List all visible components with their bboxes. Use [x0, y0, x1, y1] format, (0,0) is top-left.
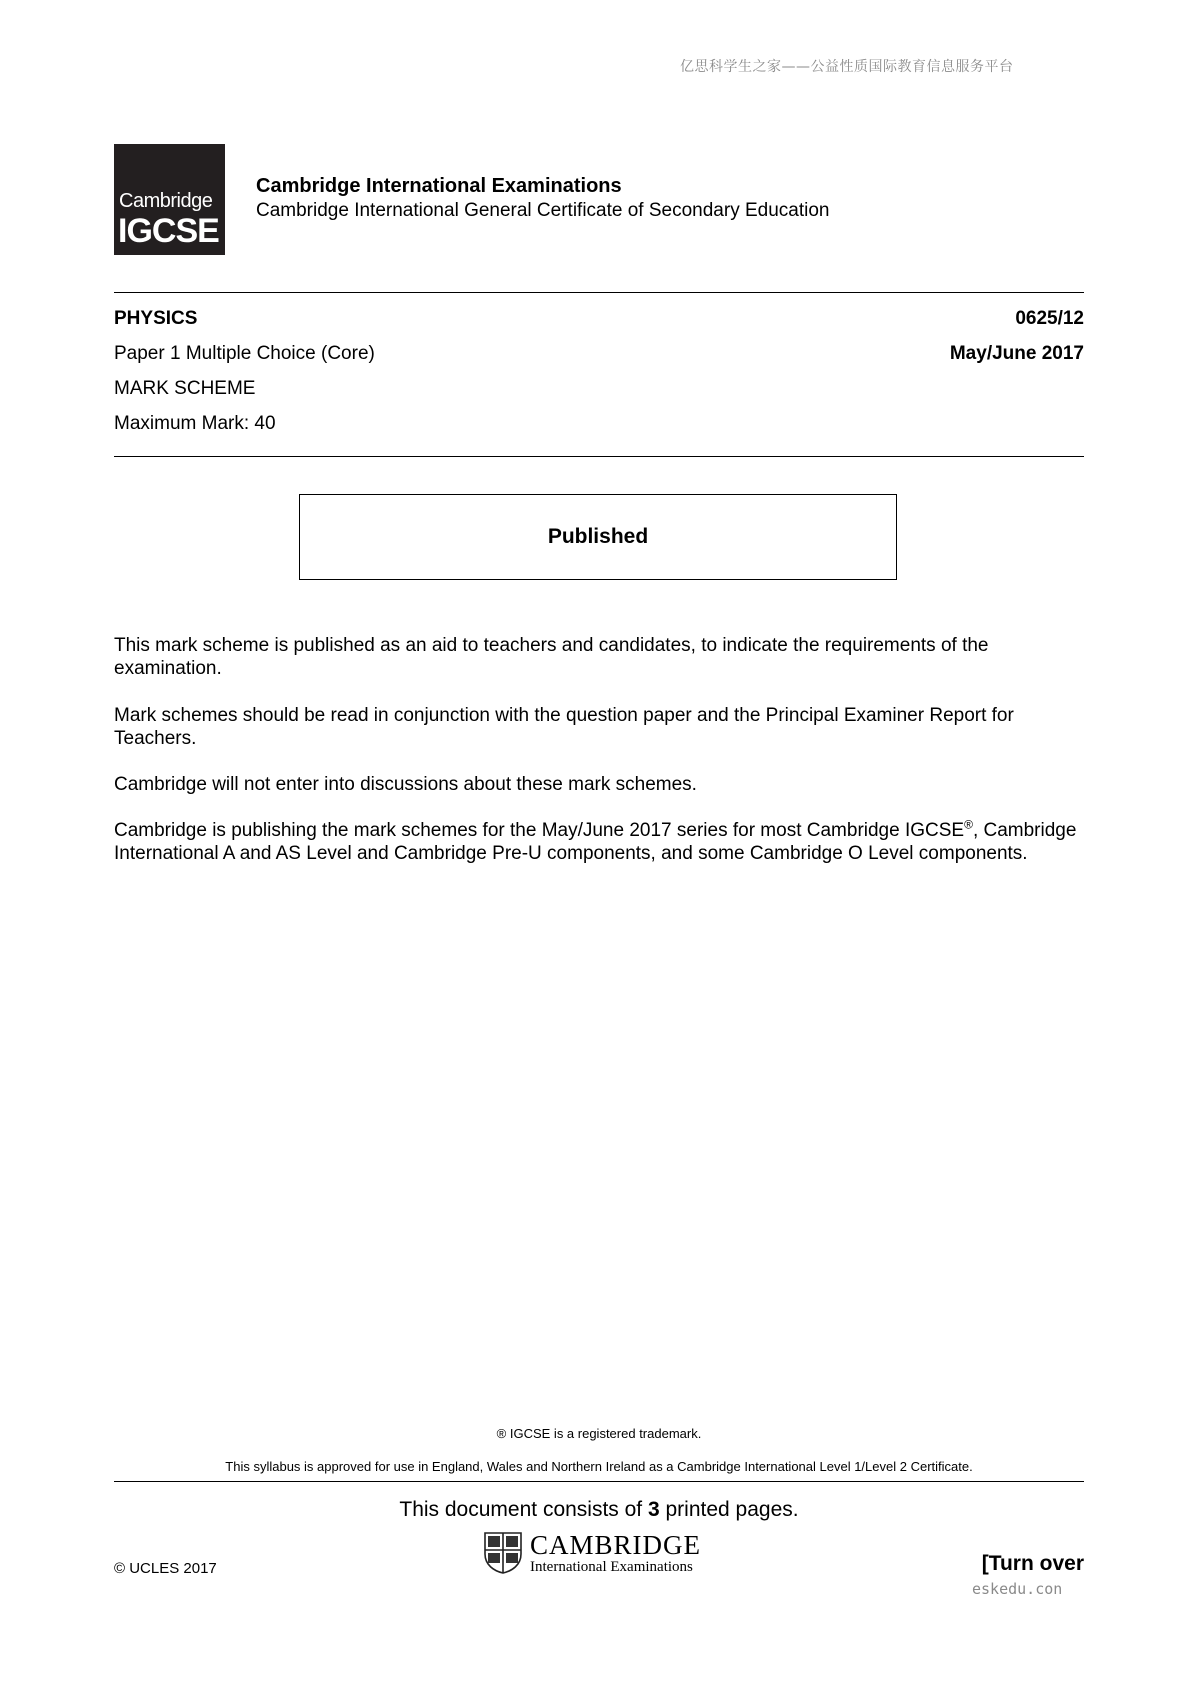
page-count-line	[114, 1498, 1084, 1522]
divider-mid	[114, 456, 1084, 457]
trademark-note: ® IGCSE is a registered trademark.	[496, 1426, 702, 1441]
doc-type: MARK SCHEME	[114, 378, 256, 399]
max-mark: Maximum Mark: 40	[114, 413, 276, 434]
cambridge-logo-title: CAMBRIDGE	[530, 1530, 702, 1560]
logo-line-1: Cambridge	[119, 190, 213, 212]
consists-pre: This document consists of	[399, 1498, 648, 1521]
paragraph-4-end: , Cambridge International A and AS Level and Cambridge Pre-U components, and some Cambridge O Level components.	[114, 820, 1077, 864]
syllabus-note: This syllabus is approved for use in England, Wales and Northern Ireland as a Cambridge International Level 1/Level 2 Certificate.	[225, 1459, 973, 1474]
divider-top	[114, 292, 1084, 293]
org-title: Cambridge International Examinations	[256, 175, 622, 197]
watermark-bottom: eskedu.con	[972, 1580, 1063, 1598]
shield-icon	[484, 1532, 522, 1574]
copyright: © UCLES 2017	[114, 1560, 217, 1577]
paper-title: Paper 1 Multiple Choice (Core)	[114, 343, 375, 364]
divider-bottom	[114, 1481, 1084, 1482]
cambridge-logo-subtitle: International Examinations	[530, 1559, 693, 1575]
cambridge-logo	[484, 1530, 724, 1576]
logo-line-2: IGCSE	[118, 212, 219, 250]
qualification-title: Cambridge International General Certificate of Secondary Education	[256, 200, 830, 221]
paragraph-1: This mark scheme is published as an aid to teachers and candidates, to indicate the requirements of the examination.	[114, 635, 989, 679]
watermark-top: 亿思科学生之家——公益性质国际教育信息服务平台	[680, 59, 1014, 75]
paragraph-2: Mark schemes should be read in conjunction with the question paper and the Principal Examiner Report for Teachers.	[114, 705, 1014, 749]
paper-code: 0625/12	[1015, 308, 1084, 329]
session: May/June 2017	[949, 343, 1084, 364]
status-label: Published	[547, 525, 649, 548]
subject: PHYSICS	[114, 308, 198, 329]
turn-over: [Turn over	[981, 1552, 1084, 1575]
paragraph-4	[114, 819, 1084, 865]
consists-post: printed pages.	[659, 1498, 799, 1521]
igcse-logo	[114, 144, 225, 255]
page-count: 3	[647, 1498, 660, 1521]
registered-mark: ®	[964, 817, 973, 832]
paragraph-3: Cambridge will not enter into discussions about these mark schemes.	[114, 774, 697, 795]
paragraph-4-start: Cambridge is publishing the mark schemes for the May/June 2017 series for most Cambridge IGCSE	[114, 820, 965, 841]
status-box	[299, 494, 897, 580]
